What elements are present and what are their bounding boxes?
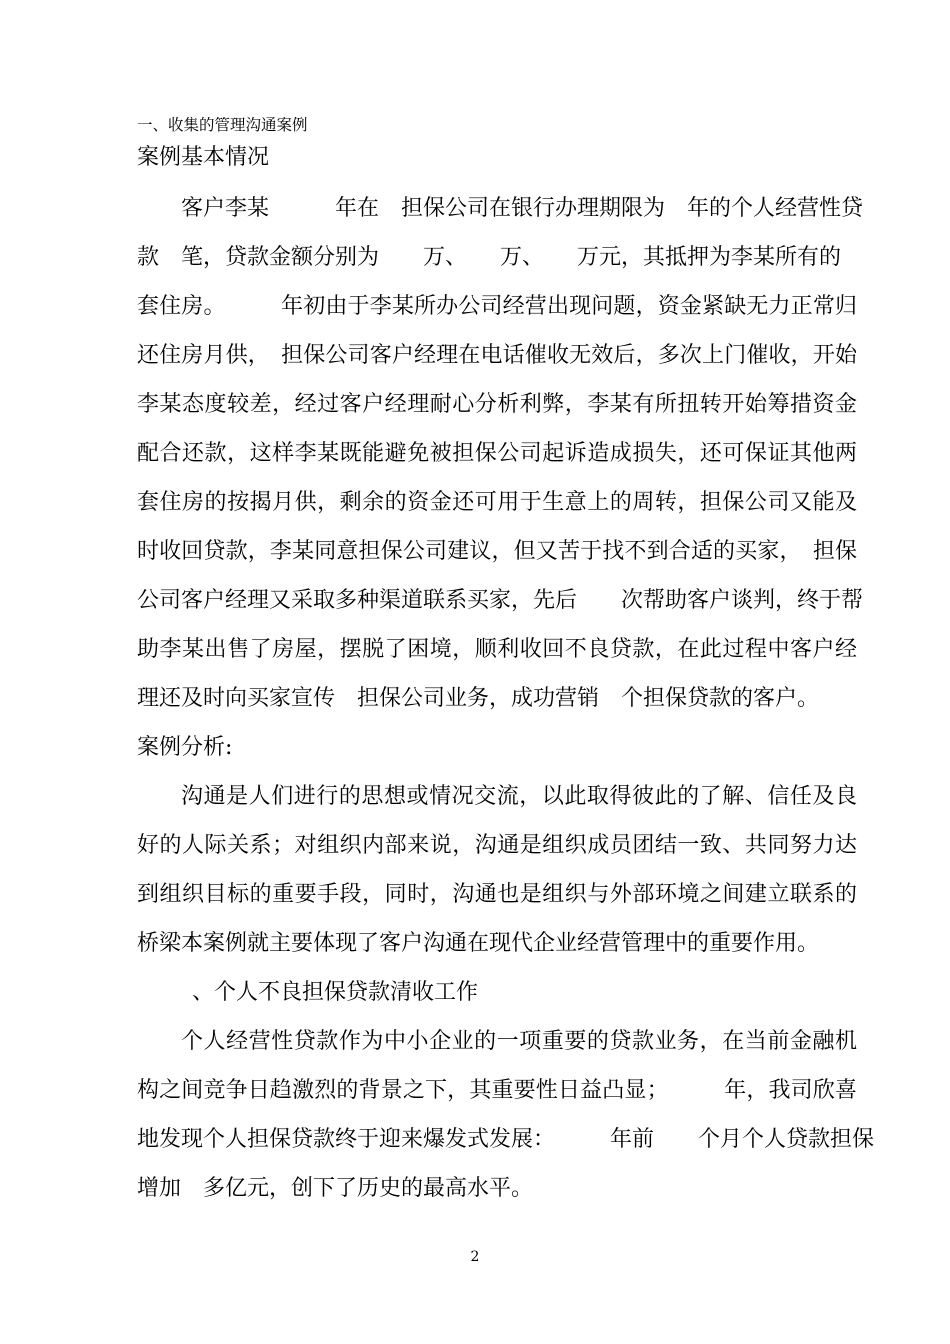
paragraph-line: 好的人际关系；对组织内部来说，沟通是组织成员团结一致、共同努力达 xyxy=(137,833,857,858)
paragraph-line: 套住房。 年初由于李某所办公司经营出现问题，资金紧缺无力正常归 xyxy=(137,294,857,319)
paragraph-line: 个人经营性贷款作为中小企业的一项重要的贷款业务，在当前金融机 xyxy=(181,1029,857,1054)
section2-title: 、个人不良担保贷款清收工作 xyxy=(170,980,479,1005)
paragraph-line: 助李某出售了房屋，摆脱了困境，顺利收回不良贷款，在此过程中客户经 xyxy=(137,637,857,662)
paragraph-line: 配合还款，这样李某既能避免被担保公司起诉造成损失，还可保证其他两 xyxy=(137,441,857,466)
paragraph-line: 李某态度较差，经过客户经理耐心分析利弊，李某有所扭转开始筹措资金 xyxy=(137,392,857,417)
paragraph-line: 客户李某 年在 担保公司在银行办理期限为 年的个人经营性贷 xyxy=(181,196,864,221)
paragraph-line: 时收回贷款，李某同意担保公司建议，但又苦于找不到合适的买家， 担保 xyxy=(137,539,857,564)
paragraph-line: 到组织目标的重要手段，同时，沟通也是组织与外部环境之间建立联系的 xyxy=(137,882,857,907)
section-heading: 一、收集的管理沟通案例 xyxy=(137,116,308,134)
paragraph-line: 套住房的按揭月供，剩余的资金还可用于生意上的周转，担保公司又能及 xyxy=(137,490,857,515)
case-title: 案例基本情况 xyxy=(137,145,270,170)
paragraph-line: 地发现个人担保贷款终于迎来爆发式发展： 年前 个月个人贷款担保 xyxy=(137,1127,875,1152)
page-number: 2 xyxy=(470,1249,480,1265)
paragraph-line: 公司客户经理又采取多种渠道联系买家，先后 次帮助客户谈判，终于帮 xyxy=(137,588,864,613)
paragraph-line: 沟通是人们进行的思想或情况交流，以此取得彼此的了解、信任及良 xyxy=(181,784,857,809)
paragraph-line: 理还及时向买家宣传 担保公司业务，成功营销 个担保贷款的客户。 xyxy=(137,686,820,711)
analysis-title: 案例分析: xyxy=(137,735,233,760)
paragraph-line: 款 笔，贷款金额分别为 万、 万、 万元，其抵押为李某所有的 xyxy=(137,245,842,270)
paragraph-line: 桥梁本案例就主要体现了客户沟通在现代企业经营管理中的重要作用。 xyxy=(137,931,820,956)
paragraph-line: 构之间竞争日趋激烈的背景之下，其重要性日益凸显； 年，我司欣喜 xyxy=(137,1078,857,1103)
paragraph-line: 增加 多亿元，创下了历史的最高水平。 xyxy=(137,1176,534,1201)
paragraph-line: 还住房月供， 担保公司客户经理在电话催收无效后，多次上门催收，开始 xyxy=(137,343,857,368)
